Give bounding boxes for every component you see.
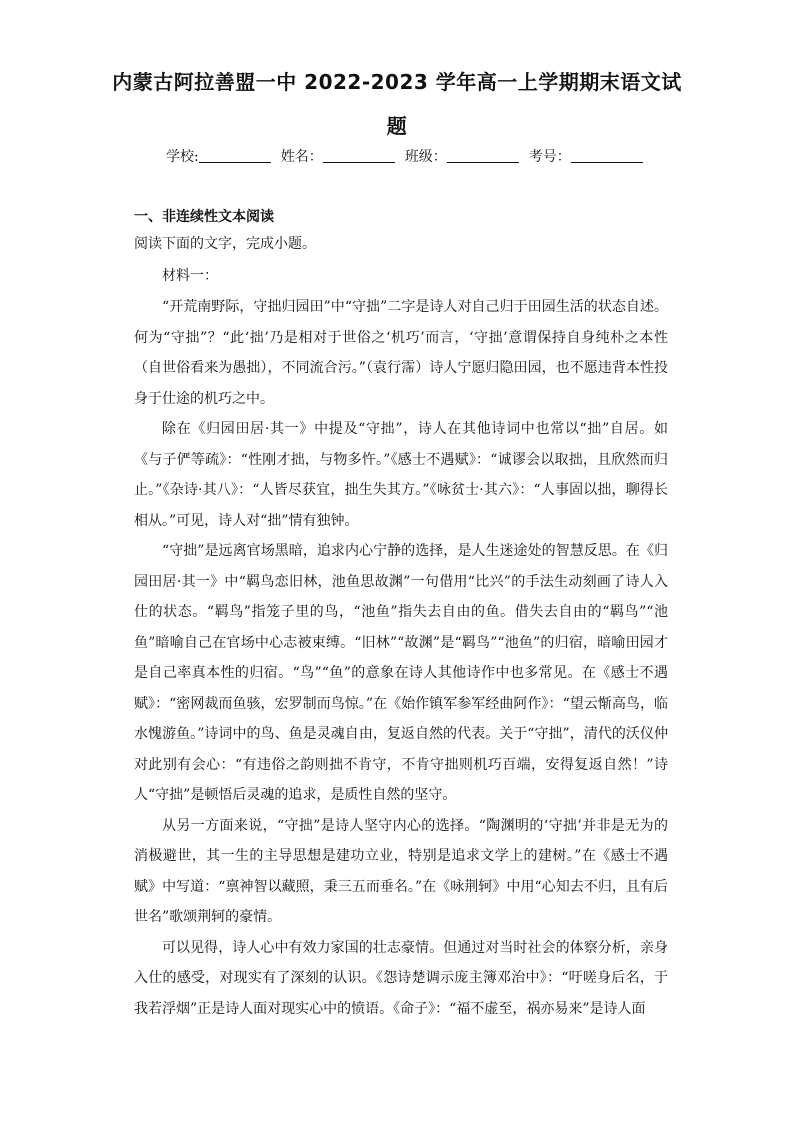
exam-number-blank [571,148,643,163]
material-label: 材料一： [162,268,218,284]
school-blank [199,148,271,163]
class-blank [447,148,519,163]
paragraph: 除在《归园田居·其一》中提及“守拙”，诗人在其他诗词中也常以“拙”自居。如《与子俨等疏》：“性刚才拙，与物多忤。”《感士不遇赋》：“诚谬会以取拙，且欣然而归止。”《杂诗·其八》：“人皆尽获宜，拙生失其方。”《咏贫士·其六》：“人事固以拙，聊得长相从。”可见，诗人对“拙”情有独钟。 [134,421,668,529]
name-blank [323,148,395,163]
reading-instruction: 阅读下面的文字，完成小题。 [134,236,316,252]
exam-number-label: 考号： [528,149,571,165]
name-label: 姓名： [280,149,323,165]
material-body [134,292,668,1024]
paragraph: “开荒南野际，守拙归园田”中“守拙”二字是诗人对自己归于田园生活的状态自述。何为“守拙”？“此‘拙’乃是相对于世俗之‘机巧’而言，‘守拙’意谓保持自身纯朴之本性（自世俗看来为愚拙），不同流合污。”（袁行霈）诗人宁愿归隐田园，也不愿违背本性投身于仕途的机巧之中。 [134,299,668,407]
school-label: 学校: [166,149,199,165]
class-label: 班级： [404,149,447,165]
document-title: 内蒙古阿拉善盟一中 2022-2023 学年高一上学期期末语文试 [112,70,682,94]
section-heading: 一、非连续性文本阅读 [134,209,274,225]
paragraph: 可以见得，诗人心中有效力家国的壮志豪情。但通过对当时社会的体察分析，亲身入仕的感受，对现实有了深刻的认识。《怨诗楚调示庞主簿邓治中》：“吁嗟身后名，于我若浮烟”正是诗人面对现实心中的愤语。《命子》：“福不虚至，祸亦易来”是诗人面 [134,939,668,1017]
paragraph: 从另一方面来说，“守拙”是诗人坚守内心的选择。“陶渊明的‘守拙’并非是无为的消极避世，其一生的主导思想是建功立业，特别是追求文学上的建树。”在《感士不遇赋》中写道：“禀神智以藏照，秉三五而垂名。”在《咏荆轲》中用“心知去不归，且有后世名”歌颂荆轲的豪情。 [134,817,668,925]
student-info-row [166,146,653,166]
document-title-continued: 题 [386,114,408,138]
paragraph: “守拙”是远离官场黑暗，追求内心宁静的选择，是人生迷途处的智慧反思。在《归园田居·其一》中“羁鸟恋旧林，池鱼思故渊”一句借用“比兴”的手法生动刻画了诗人入仕的状态。“羁鸟”指笼子里的鸟，“池鱼”指失去自由的鱼。借失去自由的“羁鸟”“池鱼”暗喻自己在官场中心志被束缚。“旧林”“故渊”是“羁鸟”“池鱼”的归宿，暗喻田园才是自己率真本性的归宿。“鸟”“鱼”的意象在诗人其他诗作中也多常见。在《感士不遇赋》：“密网裁而鱼骇，宏罗制而鸟惊。”在《始作镇军参军经曲阿作》：“望云惭高鸟，临水愧游鱼。”诗词中的鸟、鱼是灵魂自由，复返自然的代表。关于“守拙”，清代的沃仪仲对此别有会心：“有违俗之韵则拙不肯守，不肯守拙则机巧百端，安得复返自然！”诗人“守拙”是顿悟后灵魂的追求，是质性自然的坚守。 [134,543,668,803]
